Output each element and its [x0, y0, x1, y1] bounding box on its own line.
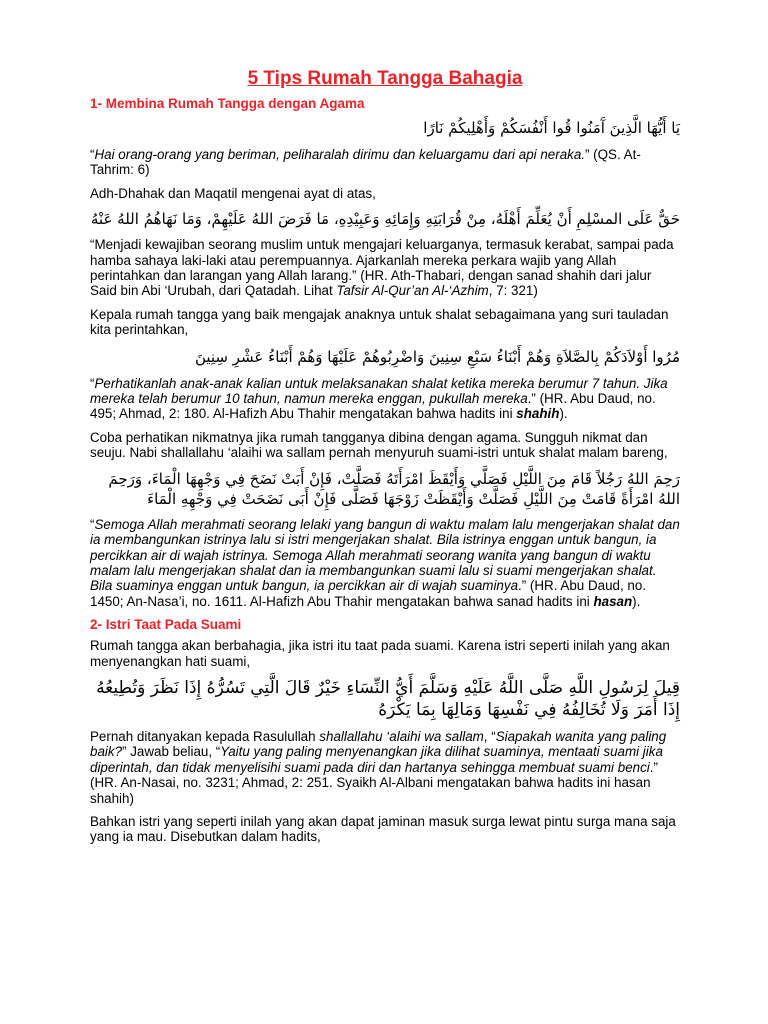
- paragraph-night-prayer-translation: “Semoga Allah merahmati seorang lelaki yang bangun di waktu malam lalu mengerjakan shalat dan ia membangunkan istrinya lalu si istri mengerjakan shalat. Bila istrinya enggan untuk bangun, ia percikkan air di wajah istrinya. Semoga Allah merahmati seorang wanita yang bangun di waktu malam lalu mengerjakan shalat dan ia membangunkan suami lalu si suami mengerjakan shalat. Bila suaminya enggan untuk bangun, ia percikkan air di wajah suaminya.” (HR. Abu Daud, no. 1450; An-Nasa’i, no. 1611. Al-Hafizh Abu Thahir mengatakan bahwa sanad hadits ini hasan).: [90, 516, 680, 609]
- verse-translation: “Hai orang-orang yang beriman, peliharalah dirimu dan keluargamu dari api neraka.” (QS. At- Tahrim: 6): [90, 147, 641, 178]
- arabic-hadith-night-prayer: رَحِمَ اللهُ رَجُلاً قَامَ مِنَ اللَّيْلِ فَصَلَّي وَأَيْقَظَ امْرَأَتَهُ فَصَلَّتْ، فَإِنْ أَبَتْ نَضَحَ فِي وَجْهِهَا الْمَاءَ، وَرَحِمَ اللهُ امْرَأَةً قَامَتْ مِنَ اللَّيْلِ فَصَلَّتْ وَأَيْقَظَتْ زَوْجَهَا فَصَلَّى فَإِنْ أَبَى نَضَحَتْ فِي وَجْهِهِ الْمَاءَ: [108, 469, 680, 508]
- paragraph-paradise-gates: Bahkan istri yang seperti inilah yang akan dapat jaminan masuk surga lewat pintu surga mana saja yang ia mau. Disebutkan dalam hadits,: [90, 813, 676, 845]
- arabic-quote-dhahak: حَقٌّ عَلَى المسْلِمِ أَنْ يُعَلِّمَ أَهْلَهُ، مِنْ قُرَابَتِهِ وَإِمَائِهِ وَعَبِيْدِهِ، مَا فَرَضَ اللهُ عَلَيْهِمْ، وَمَا نَهَاهُمُ اللهُ عَنْهُ: [90, 210, 680, 229]
- paragraph-night-prayer: Coba perhatikan nikmatnya jika rumah tangganya dibina dengan agama. Sungguh nikmat dan seuju. Nabi shallallahu ‘alaihi wa sallam pernah menyuruh suami-istri untuk shalat malam bareng,: [90, 429, 668, 461]
- section-2-heading: 2- Istri Taat Pada Suami: [90, 617, 242, 633]
- paragraph-children-shalat: Kepala rumah tangga yang baik mengajak anaknya untuk shalat sebagaimana yang suri tauladan kita perintahkan,: [90, 306, 669, 338]
- section-1-heading: 1- Membina Rumah Tangga dengan Agama: [90, 96, 365, 111]
- page-title: 5 Tips Rumah Tangga Bahagia: [247, 68, 523, 89]
- paragraph-hadith-shalat-translation: “Perhatikanlah anak-anak kalian untuk melaksanakan shalat ketika mereka berumur 7 tahun. Jika mereka telah berumur 10 tahun, namun mereka enggan, pukullah mereka.” (HR. Abu Daud, no. 495; Ahmad, 2: 180. Al-Hafizh Abu Thahir mengatakan bahwa hadits ini shahih).: [90, 375, 668, 422]
- paragraph-obedient-wife: Rumah tangga akan berbahagia, jika istri itu taat pada suami. Karena istri seperti inilah yang akan menyenangkan hati suami,: [90, 638, 670, 669]
- arabic-hadith-shalat: مُرُوا أَوْلاَدَكُمْ بِالصَّلاَةِ وَهُمْ أَبْنَاءُ سَبْعِ سِنِينَ وَاضْرِبُوهُمْ عَلَيْهَا وَهُمْ أَبْنَاءُ عَشْرِ سِنِينَ: [194, 347, 680, 366]
- arabic-hadith-best-wife: قِيلَ لِرَسُولِ اللَّهِ صَلَّى اللَّهُ عَلَيْهِ وَسَلَّمَ أَيُّ النِّسَاءِ خَيْرٌ قَالَ الَّتِي تَسُرُّهُ إِذَا نَظَرَ وَتُطِيعُهُ إِذَا أَمَرَ وَلَا تُخَالِفُهُ فِي نَفْسِهَا وَمَالِهَا بِمَا يَكْرَهُ: [96, 677, 680, 720]
- paragraph-intro-dhahak: Adh-Dhahak dan Maqatil mengenai ayat di atas,: [90, 185, 376, 201]
- paragraph-best-wife-translation: Pernah ditanyakan kepada Rasulullah shallallahu ‘alaihi wa sallam, “Siapakah wanita yang paling baik?” Jawab beliau, “Yaitu yang paling menyenangkan jika dilihat suaminya, mentaati suami jika diperintah, dan tidak menyelisihi suami pada diri dan hartanya sehingga membuat suami benci.” (HR. An-Nasai, no. 3231; Ahmad, 2: 251. Syaikh Al-Albani mengatakan bahwa hadits ini hasan shahih): [90, 728, 667, 806]
- paragraph-dhahak-translation: “Menjadi kewajiban seorang muslim untuk mengajari keluarganya, termasuk kerabat, sampai pada hamba sahaya laki-laki atau perempuannya. Ajarkanlah mereka perkara wajib yang Allah perintahkan dan larangan yang Allah larang.” (HR. Ath-Thabari, dengan sanad shahih dari jalur Said bin Abi ‘Urubah, dari Qatadah. Lihat Tafsir Al-Qur’an Al-‘Azhim, 7: 321): [90, 237, 674, 299]
- document-page: [90, 68, 680, 853]
- arabic-verse-tahrim: يَا أَيُّهَا الَّذِينَ آَمَنُوا قُوا أَنْفُسَكُمْ وَأَهْلِيكُمْ نَارًا: [423, 119, 680, 137]
